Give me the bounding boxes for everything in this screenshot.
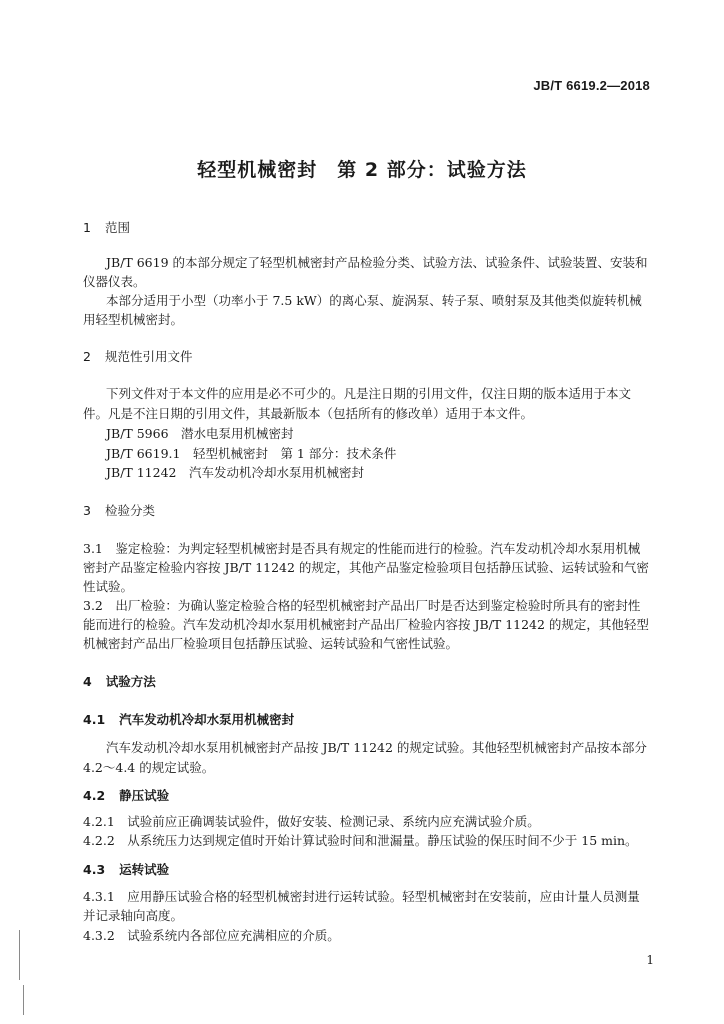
section-3-heading <box>83 502 155 519</box>
paragraph-line: 密封产品鉴定检验内容按 JB/T 11242 的规定，其他产品鉴定检验项目包括静压试验、运转试验和气密 <box>83 560 649 575</box>
paragraph-line: 本部分适用于小型（功率小于 7.5 kW）的离心泵、旋涡泵、转子泵、喷射泵及其他类似旋转机械 <box>106 293 642 308</box>
paragraph-line: 4.3.1 应用静压试验合格的轻型机械密封进行运转试验。轻型机械密封在安装前，应由计量人员测量 <box>83 889 640 904</box>
section-2-heading <box>83 348 192 365</box>
section-number: 2 <box>83 349 91 364</box>
subsection-number: 4.1 <box>83 712 106 727</box>
paragraph-line: 3.2 出厂检验：为确认鉴定检验合格的轻型机械密封产品出厂时是否达到鉴定检验时所具有的密封性 <box>83 598 641 613</box>
subsection-4-2-heading <box>83 787 169 804</box>
section-title: 规范性引用文件 <box>104 349 193 364</box>
paragraph-line: 4.2.1 试验前应正确调装试验件，做好安装、检测记录、系统内应充满试验介质。 <box>83 814 540 829</box>
section-title: 检验分类 <box>104 503 155 518</box>
subsection-4-3-heading <box>83 861 169 878</box>
section-1-heading <box>83 219 130 236</box>
paragraph-line: 性试验。 <box>83 579 134 594</box>
paragraph-line: 3.1 鉴定检验：为判定轻型机械密封是否具有规定的性能而进行的检验。汽车发动机冷却水泵用机械 <box>83 541 641 556</box>
standard-code: JB/T 6619.2—2018 <box>533 78 650 93</box>
paragraph-line: 汽车发动机冷却水泵用机械密封产品按 JB/T 11242 的规定试验。其他轻型机械密封产品按本部分 <box>106 740 647 755</box>
paragraph-line: 件。凡是不注日期的引用文件，其最新版本（包括所有的修改单）适用于本文件。 <box>83 406 534 421</box>
paragraph-line: JB/T 6619 的本部分规定了轻型机械密封产品检验分类、试验方法、试验条件、试验装置、安装和 <box>106 255 648 270</box>
subsection-number: 4.2 <box>83 788 106 803</box>
section-title: 范围 <box>104 220 130 235</box>
paragraph-line: 能而进行的检验。汽车发动机冷却水泵用机械密封产品出厂检验内容按 JB/T 11242 的规定，其他轻型 <box>83 617 649 632</box>
reference-item: JB/T 5966 潜水电泵用机械密封 <box>106 426 294 441</box>
subsection-title: 汽车发动机冷却水泵用机械密封 <box>119 712 295 727</box>
paragraph-line: 用轻型机械密封。 <box>83 312 184 327</box>
paragraph-line: 4.2～4.4 的规定试验。 <box>83 760 215 775</box>
paragraph-line: 机械密封产品出厂检验项目包括静压试验、运转试验和气密性试验。 <box>83 636 459 651</box>
scan-artifact <box>23 985 24 1015</box>
page-number: 1 <box>646 953 654 967</box>
paragraph-line: 4.2.2 从系统压力达到规定值时开始计算试验时间和泄漏量。静压试验的保压时间不少于 15 min。 <box>83 833 638 848</box>
reference-item: JB/T 11242 汽车发动机冷却水泵用机械密封 <box>106 465 364 480</box>
paragraph-line: 仪器仪表。 <box>83 274 146 289</box>
section-title: 试验方法 <box>105 674 156 689</box>
section-4-heading <box>83 673 156 690</box>
subsection-4-1-heading <box>83 711 294 728</box>
section-number: 4 <box>83 674 92 689</box>
subsection-number: 4.3 <box>83 862 106 877</box>
document-title: 轻型机械密封 第 2 部分：试验方法 <box>197 159 527 181</box>
section-number: 1 <box>83 220 91 235</box>
subsection-title: 运转试验 <box>119 862 170 877</box>
paragraph-line: 并记录轴向高度。 <box>83 908 184 923</box>
reference-item: JB/T 6619.1 轻型机械密封 第 1 部分：技术条件 <box>106 446 397 461</box>
subsection-title: 静压试验 <box>119 788 170 803</box>
section-number: 3 <box>83 503 91 518</box>
paragraph-line: 4.3.2 试验系统内各部位应充满相应的介质。 <box>83 928 340 943</box>
scan-artifact <box>19 930 20 980</box>
paragraph-line: 下列文件对于本文件的应用是必不可少的。凡是注日期的引用文件，仅注日期的版本适用于本文 <box>106 386 632 401</box>
